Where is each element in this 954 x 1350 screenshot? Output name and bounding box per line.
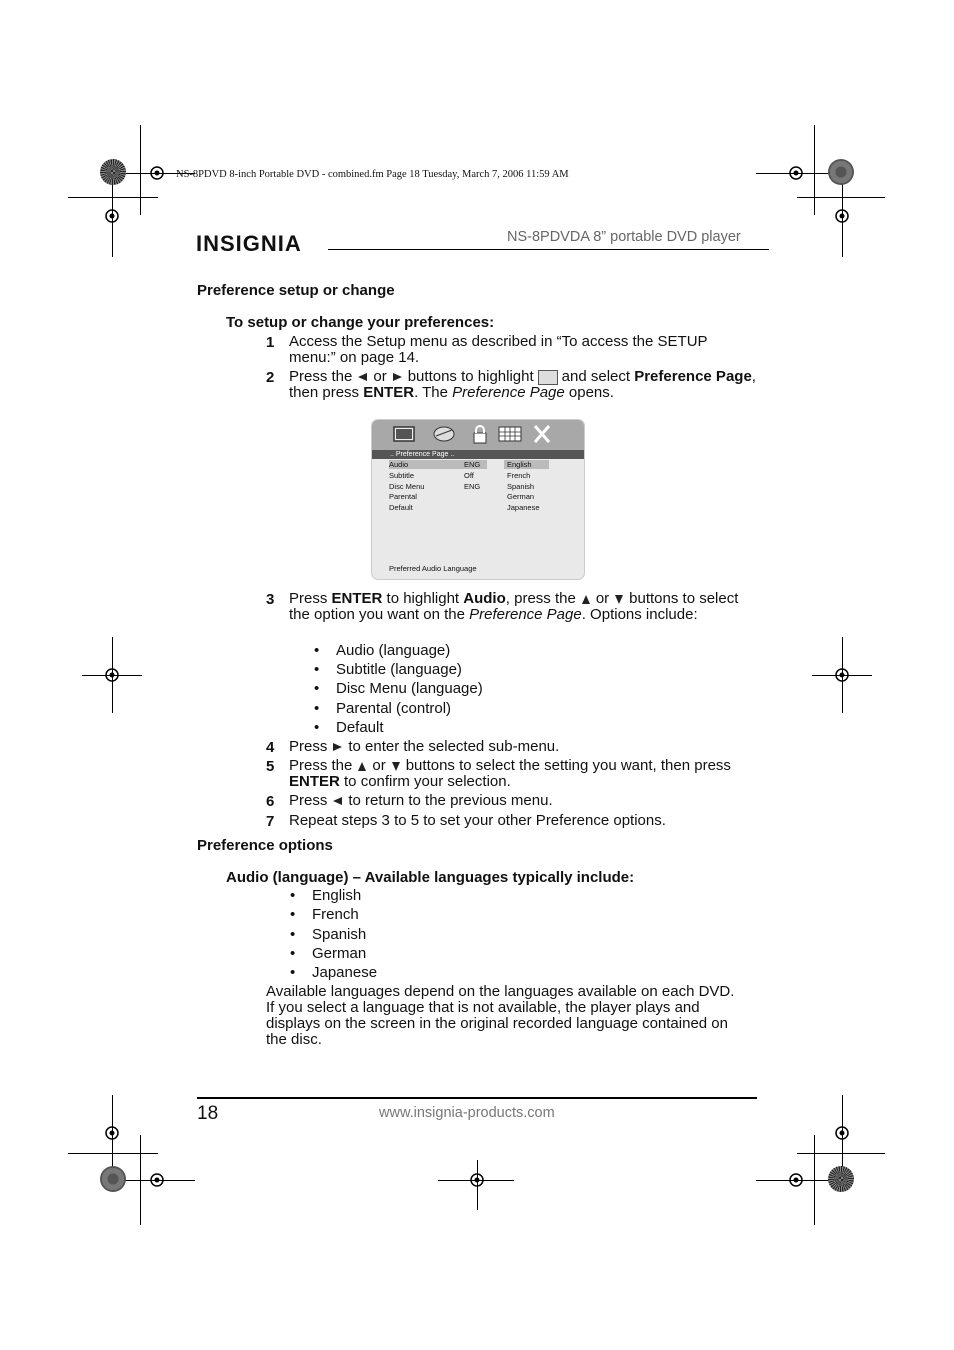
- language-item: [290, 964, 378, 981]
- registration-target-icon: [101, 1122, 123, 1144]
- language-item: [290, 887, 362, 904]
- preference-grid-icon: [498, 424, 522, 444]
- step-text: Press: [289, 738, 328, 755]
- screen-icon-bar: [372, 420, 584, 450]
- step-number: 1: [266, 334, 275, 351]
- registration-target-icon: [785, 162, 807, 184]
- language-option: English: [504, 460, 549, 469]
- step-text: . The: [414, 384, 448, 401]
- exit-x-icon: [530, 424, 554, 444]
- menu-item-audio: Audio: [389, 460, 487, 469]
- language-text: Japanese: [312, 964, 378, 981]
- menu-value: ENG: [464, 460, 481, 469]
- step-text: , press the: [505, 590, 576, 607]
- section-title: Preference setup or change: [197, 282, 395, 299]
- step-4: [289, 739, 759, 755]
- registration-target-icon: [146, 1169, 168, 1191]
- step-1: Access the Setup menu as described in “To access the SETUP menu:” on page 14.: [289, 333, 708, 366]
- option-item: [314, 642, 451, 659]
- step-text: buttons to highlight: [407, 368, 534, 385]
- option-item: [314, 700, 452, 717]
- language-item: [290, 926, 367, 943]
- step-2: [289, 369, 759, 401]
- down-arrow-icon: [615, 595, 623, 604]
- menu-item-parental: Parental: [389, 492, 417, 501]
- left-arrow-icon: [333, 797, 342, 805]
- registration-target-icon: [466, 1169, 488, 1191]
- registration-target-icon: [831, 1122, 853, 1144]
- step-text: to confirm your selection.: [344, 773, 511, 790]
- option-text: Audio (language): [336, 642, 451, 659]
- step-text: Press: [289, 590, 328, 607]
- crop-mark: [68, 1153, 158, 1154]
- language-option: German: [507, 492, 535, 501]
- registration-target-icon: [146, 162, 168, 184]
- step-text: to highlight: [386, 590, 460, 607]
- crop-mark: [797, 1153, 885, 1154]
- step-text: or: [595, 590, 610, 607]
- option-item: [314, 719, 384, 736]
- procedure-title: To setup or change your preferences:: [226, 314, 495, 331]
- availability-paragraph: Available languages depend on the languages available on each DVD. If you select a language that is not available, the player plays and displays on the screen in the original recorded language contained on the disc.: [266, 983, 735, 1048]
- step-emphasis: ENTER: [331, 590, 383, 607]
- preference-page-screen: [371, 419, 585, 580]
- crop-mark: [814, 125, 815, 215]
- page-number: 18: [197, 1103, 219, 1124]
- language-option: French: [507, 471, 531, 480]
- step-6: [289, 793, 759, 809]
- left-arrow-icon: [358, 373, 367, 381]
- step-text: to return to the previous menu.: [348, 792, 553, 809]
- option-item: [314, 661, 462, 678]
- lock-icon: [468, 424, 492, 444]
- subsection-title: Audio (language) – Available languages typically include:: [226, 869, 635, 886]
- color-bar-disc-icon: [828, 1166, 854, 1192]
- step-number: 7: [266, 813, 275, 830]
- crop-mark: [140, 125, 141, 215]
- general-setup-icon: [392, 424, 416, 444]
- bullet: •: [290, 964, 296, 981]
- menu-item-default: Default: [389, 503, 413, 512]
- footer-url: www.insignia-products.com: [379, 1105, 555, 1121]
- bullet: •: [290, 887, 296, 904]
- step-text: to enter the selected sub-menu.: [348, 738, 560, 755]
- header-rule: [328, 249, 769, 250]
- color-bar-disc-icon: [828, 159, 854, 185]
- right-arrow-icon: [333, 743, 342, 751]
- section-title: Preference options: [197, 837, 333, 854]
- step-text: or: [373, 368, 387, 385]
- step-italic: Preference Page: [469, 606, 582, 623]
- bullet: •: [290, 906, 296, 923]
- option-item: [314, 680, 483, 697]
- bullet: •: [290, 945, 296, 962]
- insignia-logo: INSIGNIA: [196, 231, 302, 256]
- step-emphasis: Audio: [463, 590, 506, 607]
- step-text: or: [372, 757, 386, 774]
- step-number: 6: [266, 793, 275, 810]
- step-emphasis: ENTER: [363, 384, 415, 401]
- bullet: •: [290, 926, 296, 943]
- step-text: . Options include:: [581, 606, 698, 623]
- registration-target-icon: [831, 205, 853, 227]
- language-text: English: [312, 887, 362, 904]
- language-text: German: [312, 945, 367, 962]
- step-text: buttons to select the setting you want, then press: [405, 757, 731, 774]
- language-text: French: [312, 906, 359, 923]
- step-text: and select: [561, 368, 631, 385]
- language-item: [290, 945, 367, 962]
- step-number: 2: [266, 369, 275, 386]
- step-number: 4: [266, 739, 275, 756]
- footer-rule: [197, 1097, 757, 1099]
- registration-target-icon: [101, 664, 123, 686]
- step-3: [289, 591, 749, 623]
- crop-mark: [68, 197, 158, 198]
- step-text: buttons to select the option you want on the: [289, 590, 739, 623]
- bullet: •: [314, 661, 320, 678]
- step-number: 5: [266, 758, 275, 775]
- option-text: Subtitle (language): [336, 661, 462, 678]
- step-text: , then press: [289, 368, 756, 401]
- step-emphasis: Preference Page: [634, 368, 752, 385]
- step-number: 3: [266, 591, 275, 608]
- option-text: Disc Menu (language): [336, 680, 483, 697]
- step-7: Repeat steps 3 to 5 to set your other Preference options.: [289, 812, 666, 829]
- menu-value: Off: [464, 471, 474, 480]
- color-bar-disc-icon: [100, 1166, 126, 1192]
- language-item: [290, 906, 359, 923]
- down-arrow-icon: [392, 762, 400, 771]
- menu-item-disc-menu: Disc Menu: [389, 482, 425, 491]
- step-text: Press the: [289, 757, 353, 774]
- crop-mark: [797, 197, 885, 198]
- language-option: Japanese: [507, 503, 540, 512]
- step-text: opens.: [568, 384, 614, 401]
- bullet: •: [314, 642, 320, 659]
- language-text: Spanish: [312, 926, 367, 943]
- option-text: Parental (control): [336, 700, 452, 717]
- bullet: •: [314, 719, 320, 736]
- step-text: Press the: [289, 368, 353, 385]
- menu-value: ENG: [464, 482, 481, 491]
- up-arrow-icon: [582, 595, 590, 604]
- audio-setup-icon: [432, 424, 456, 444]
- step-emphasis: ENTER: [289, 773, 340, 790]
- registration-target-icon: [831, 664, 853, 686]
- color-bar-disc-icon: [100, 159, 126, 185]
- bullet: •: [314, 700, 320, 717]
- screen-title: .. Preference Page ..: [372, 450, 584, 459]
- language-option: Spanish: [507, 482, 535, 491]
- right-arrow-icon: [393, 373, 402, 381]
- registration-target-icon: [785, 1169, 807, 1191]
- step-text: Press: [289, 792, 328, 809]
- menu-item-subtitle: Subtitle: [389, 471, 415, 480]
- preference-page-icon: [538, 370, 558, 385]
- option-text: Default: [336, 719, 384, 736]
- bullet: •: [314, 680, 320, 697]
- step-italic: Preference Page: [452, 384, 565, 401]
- print-slug: NS-8PDVD 8-inch Portable DVD - combined.fm Page 18 Tuesday, March 7, 2006 11:59 AM: [176, 169, 569, 180]
- step-5: [289, 758, 744, 790]
- registration-target-icon: [101, 205, 123, 227]
- product-name: NS-8PDVDA 8” portable DVD player: [507, 229, 741, 245]
- screen-footer: Preferred Audio Language: [389, 564, 477, 573]
- up-arrow-icon: [358, 762, 366, 771]
